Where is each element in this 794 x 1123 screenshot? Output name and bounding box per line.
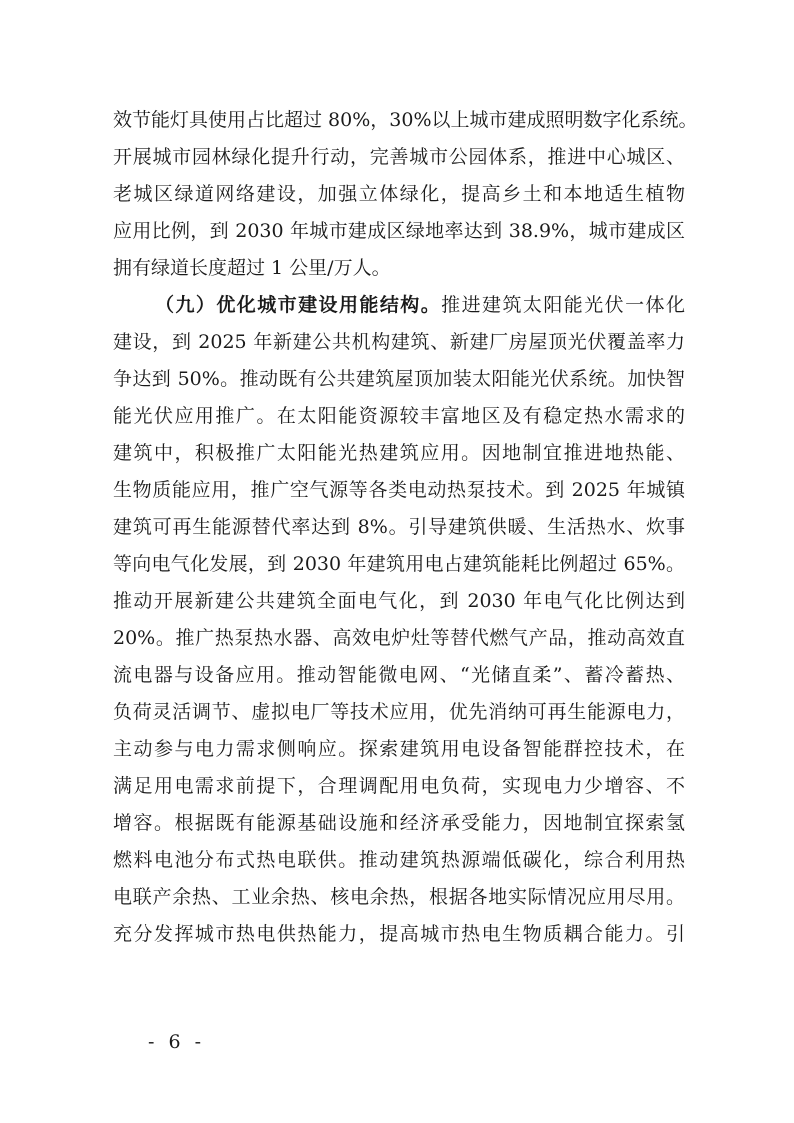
text-line: 老城区绿道网络建设，加强立体绿化，提高乡土和本地适生植物 — [113, 183, 685, 205]
text-line: 负荷灵活调节、虚拟电厂等技术应用，优先消纳可再生能源电力， — [113, 701, 685, 723]
text-line: 充分发挥城市热电供热能力，提高城市热电生物质耦合能力。引 — [113, 923, 685, 945]
text-line: 建设，到 2025 年新建公共机构建筑、新建厂房屋顶光伏覆盖率力 — [113, 331, 685, 353]
text-line: 电联产余热、工业余热、核电余热，根据各地实际情况应用尽用。 — [113, 886, 685, 908]
text-line: 燃料电池分布式热电联供。推动建筑热源端低碳化，综合利用热 — [113, 849, 685, 871]
text-line: 满足用电需求前提下，合理调配用电负荷，实现电力少增容、不 — [113, 775, 685, 797]
section-heading: （九）优化城市建设用能结构。 — [155, 294, 442, 316]
text-line: 争达到 50%。推动既有公共建筑屋顶加装太阳能光伏系统。加快智 — [113, 368, 685, 390]
text-line: 主动参与电力需求侧响应。探索建筑用电设备智能群控技术，在 — [113, 738, 685, 760]
body-text — [113, 102, 698, 953]
text-line: 推动开展新建公共建筑全面电气化，到 2030 年电气化比例达到 — [113, 590, 685, 612]
text-line: 开展城市园林绿化提升行动，完善城市公园体系，推进中心城区、 — [113, 146, 685, 168]
text-line: 建筑中，积极推广太阳能光热建筑应用。因地制宜推进地热能、 — [113, 442, 685, 464]
text-line: 20%。推广热泵热水器、高效电炉灶等替代燃气产品，推动高效直 — [113, 627, 685, 649]
paragraph-first-line — [113, 287, 685, 324]
text-line: 建筑可再生能源替代率达到 8%。引导建筑供暖、生活热水、炊事 — [113, 516, 685, 538]
page-number: - 6 - — [148, 1031, 206, 1053]
text-line: 能光伏应用推广。在太阳能资源较丰富地区及有稳定热水需求的 — [113, 405, 685, 427]
text-line: 等向电气化发展，到 2030 年建筑用电占建筑能耗比例超过 65%。 — [113, 553, 685, 575]
text-line: 效节能灯具使用占比超过 80%，30%以上城市建成照明数字化系统。 — [113, 109, 698, 131]
text-line: 增容。根据既有能源基础设施和经济承受能力，因地制宜探索氢 — [113, 812, 685, 834]
text-span: 推进建筑太阳能光伏一体化 — [441, 294, 685, 316]
text-line: 拥有绿道长度超过 1 公里/万人。 — [113, 257, 391, 279]
text-line: 流电器与设备应用。推动智能微电网、“光储直柔”、蓄冷蓄热、 — [113, 664, 685, 686]
text-line: 应用比例，到 2030 年城市建成区绿地率达到 38.9%，城市建成区 — [113, 220, 685, 242]
text-line: 生物质能应用，推广空气源等各类电动热泵技术。到 2025 年城镇 — [113, 479, 685, 501]
